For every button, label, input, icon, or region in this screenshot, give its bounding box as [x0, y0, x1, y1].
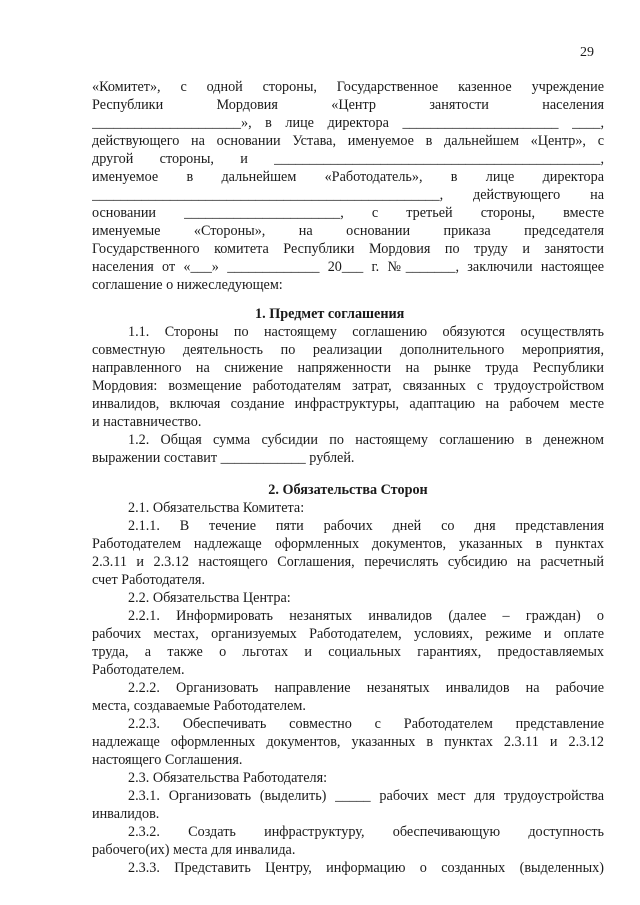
text-line: выражении составит ____________ рублей.	[92, 450, 355, 466]
text-line: Государственного комитета Республики Мордовия по труду и занятости	[92, 241, 604, 257]
text-line: 2.3.11 и 2.3.12 настоящего Соглашения, перечислять субсидию на расчетный	[92, 554, 604, 570]
text-line: 1.2. Общая сумма субсидии по настоящему соглашению в денежном	[128, 432, 604, 448]
section-heading-2: 2. Обязательства Сторон	[268, 482, 428, 498]
text-line: соглашение о нижеследующем:	[92, 277, 283, 293]
text-line: Работодателем надлежаще оформленных документов, указанных в пунктах	[92, 536, 604, 552]
text-line: Работодателем.	[92, 662, 185, 678]
text-line: рабочих местах, организуемых Работодателем, условиях, режиме и оплате	[92, 626, 604, 642]
text-line: населения от «___» _____________ 20___ г. №_______, заключили настоящее	[92, 259, 604, 275]
text-line: инвалидов, включая создание инфраструктуры, адаптацию на рабочем месте	[92, 396, 604, 412]
text-line: 2.3.3. Представить Центру, информацию о созданных (выделенных)	[128, 860, 604, 876]
text-line: основании ______________________, с третьей стороны, вместе	[92, 205, 604, 221]
text-line: действующего на основании Устава, именуемое в дальнейшем «Центр», с	[92, 133, 604, 149]
text-line: 2.1.1. В течение пяти рабочих дней со дня представления	[128, 518, 604, 534]
text-line: _____________________», в лице директора ______________________ ____,	[92, 115, 604, 131]
section-heading-1: 1. Предмет соглашения	[255, 306, 405, 322]
text-line: и наставничество.	[92, 414, 202, 430]
subsection-heading: 2.3. Обязательства Работодателя:	[128, 770, 328, 786]
text-line: настоящего Соглашения.	[92, 752, 243, 768]
subsection-heading: 2.1. Обязательства Комитета:	[128, 500, 305, 516]
text-line: 2.2.2. Организовать направление незанятых инвалидов на рабочие	[128, 680, 604, 696]
text-line: инвалидов.	[92, 806, 160, 822]
text-line: Республики Мордовия «Центр занятости населения	[92, 97, 604, 113]
text-line: места, создаваемые Работодателем.	[92, 698, 306, 714]
text-line: 2.2.1. Информировать незанятых инвалидов (далее – граждан) о	[128, 608, 604, 624]
text-line: надлежаще оформленных документов, указанных в пунктах 2.3.11 и 2.3.12	[92, 734, 604, 750]
subsection-heading: 2.2. Обязательства Центра:	[128, 590, 291, 606]
text-line: именуемые «Стороны», на основании приказа председателя	[92, 223, 604, 239]
text-line: _________________________________________________, действующего на	[92, 187, 604, 203]
text-line: Мордовия: возмещение работодателям затрат, связанных с трудоустройством	[92, 378, 604, 394]
text-line: 2.2.3. Обеспечивать совместно с Работодателем представление	[128, 716, 604, 732]
text-line: «Комитет», с одной стороны, Государственное казенное учреждение	[92, 79, 604, 95]
text-line: труда, а также о льготах и социальных гарантиях, предоставляемых	[92, 644, 604, 660]
text-line: 2.3.1. Организовать (выделить) _____ рабочих мест для трудоустройства	[128, 788, 604, 804]
text-line: именуемое в дальнейшем «Работодатель», в лице директора	[92, 169, 604, 185]
text-line: рабочего(их) места для инвалида.	[92, 842, 296, 858]
text-line: 1.1. Стороны по настоящему соглашению обязуются осуществлять	[128, 324, 604, 340]
text-line: 2.3.2. Создать инфраструктуру, обеспечивающую доступность	[128, 824, 604, 840]
text-line: другой стороны, и ______________________________________________,	[92, 151, 604, 167]
page-number: 29	[580, 45, 594, 60]
text-line: совместную деятельность по реализации дополнительного мероприятия,	[92, 342, 604, 358]
text-line: счет Работодателя.	[92, 572, 205, 588]
text-line: направленного на снижение напряженности на рынке труда Республики	[92, 360, 604, 376]
